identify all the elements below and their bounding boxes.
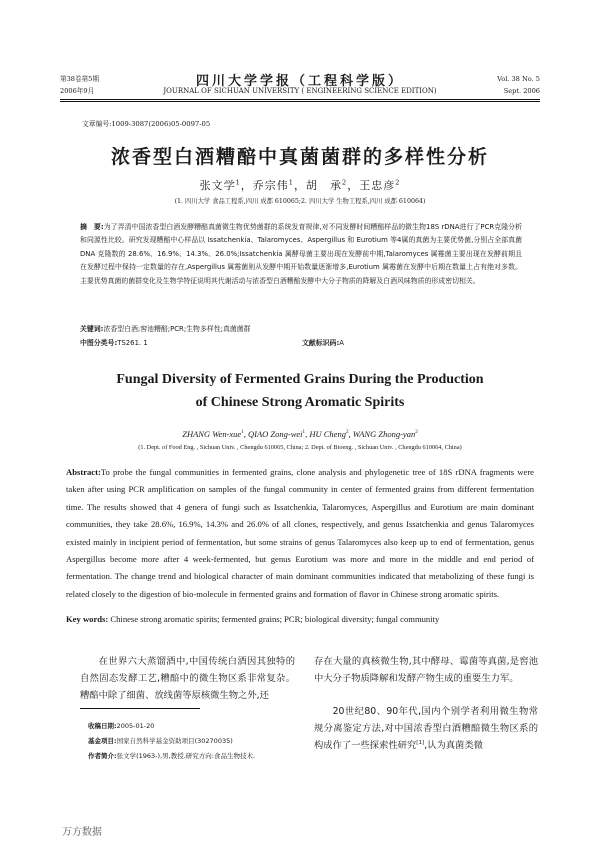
- abstract-cn: [80, 221, 522, 288]
- doc-code-cn: 文献标识码:A: [302, 339, 344, 347]
- citation-ref: [1]: [416, 740, 425, 747]
- body-left-paragraph: 在世界六大蒸馏酒中,中国传统白酒因其独特的自然固态发酵工艺,糟醅中的微生物区系非常复杂。糟醅中除了细菌、放线菌等原核微生物之外,还: [80, 656, 295, 702]
- authors-en: ZHANG Wen-xue$^1$, QIAO Zong-wei$^1$, HU Cheng$^2$, WANG Zhong-yan$^2$: [182, 429, 418, 439]
- clc-cn: 中图分类号:TS261. 1: [80, 339, 148, 347]
- article-id: 文章编号:1009-3087(2006)05-0097-05: [82, 120, 211, 128]
- keywords-cn: 关键词:浓香型白酒;窖池糟醅;PCR;生物多样性;真菌菌群: [80, 325, 251, 333]
- footnote-funding: 基金项目:国家自然科学基金资助项目(30270035): [88, 737, 233, 745]
- journal-title-en: JOURNAL OF SICHUAN UNIVERSITY ( ENGINEERING SCIENCE EDITION): [163, 87, 437, 95]
- abstract-cn-text: 为了弄清中国浓香型白酒发酵糟醅真菌微生物优势菌群的系统发育规律,对不同发酵时间糟醅样品的微生物18S rDNA进行了PCR克隆分析和同源性比较。研究发现糟醅中心样品以 Issatchenkia、Talaromyces、Aspergillus 和 Eurotium 等4属的真菌为主要优势菌,分别占全部真菌 DNA 克隆数的 28.6%、16.9%、14.3%、26.0%;Issatchenkia 属酵母菌主要出现在发酵前中期,Talaromyces 属霉菌主要出现在发酵前期且在发酵过程中保持一定数量的存在,Aspergillus 属霉菌则从发酵中期开始数量逐渐增多,Eurotium 属霉菌在发酵中后期在数量上占有绝对多数。主要优势真菌的菌群变化及生物学特征说明其代谢活动与浓香型白酒糟醅发酵中大分子物质的降解及白酒风味物质的形成密切相关。: [80, 223, 522, 285]
- abstract-cn-label: 摘 要:: [80, 223, 104, 231]
- affiliation-cn: (1. 四川大学 食品工程系,四川 成都 610065;2. 四川大学 生物工程系,四川 成都 610064): [174, 198, 426, 205]
- body-right-paragraph-1: 存在大量的真核微生物,其中酵母、霉菌等真菌,是窖池中大分子物质降解和发酵产物生成的重要生力军。: [314, 656, 538, 685]
- author-cn: 王忠彦: [359, 179, 396, 192]
- author-cn: 胡 承: [306, 179, 342, 192]
- abstract-en: [66, 464, 534, 603]
- affiliation-en: (1. Dept. of Food Eng. , Sichuan Univ. , Chengdu 610065, China; 2. Dept. of Bioeng. , Sichuan Univ. , Chengdu 610064, China): [138, 444, 462, 451]
- watermark: 万方数据: [62, 827, 102, 838]
- keywords-en: Key words: Chinese strong aromatic spirits; fermented grains; PCR; biological diversity; fungal community: [66, 614, 440, 624]
- title-en-line-2: of Chinese Strong Aromatic Spirits: [195, 395, 405, 410]
- authors-cn: 张文学$^1$，乔宗伟$^1$，胡 承$^2$，王忠彦$^2$: [199, 178, 401, 192]
- date-en: Sept. 2006: [503, 87, 540, 95]
- date-cn: 2006年9月: [60, 87, 95, 95]
- header-rule-top: [60, 99, 540, 100]
- author-cn: 张文学: [199, 179, 236, 192]
- footnote-rule: [80, 708, 200, 709]
- header-rule-bottom: [60, 101, 540, 102]
- volume-cn: 第38卷第5期: [60, 75, 99, 83]
- journal-title-cn: 四川大学学报（工程科学版）: [195, 74, 404, 89]
- abstract-en-text: To probe the fungal communities in fermented grains, clone analysis and phylogenetic tree of 18S rDNA fragments were taken after using PCR amplification on samples of the fungal community in center of fermented grains from different fermentation time. The results showed that 4 genera of fungi such as Issatchenkia, Talaromyces, Aspergillus and Eurotium are main dominant communities, they take 28.6%, 16.9%, 14.3% and 26.0% of all clones, respectively, and genus Issatchenkia and genus Talaromyces existed mainly in incipient period of fermentation, but some strains of genus Talaromyces also keep up to end of fermentation, genus Aspergillus become more after 4 week-fermented, but genus Eurotium was more and more in the middle and end period of fermentation. The change trend and biological character of main dominant communities indicated that metabolizing of these fungi is related closely to the digestion of bio-molecule in fermented grains and formation of flavor in Chinese strong aromatic spirits.: [66, 467, 534, 599]
- footnote-received: 收稿日期:2005-01-20: [88, 722, 155, 730]
- abstract-en-label: Abstract:: [66, 467, 101, 477]
- body-right-paragraph-2: 20世纪80、90年代,国内个别学者利用微生物常规分离鉴定方法,对中国浓香型白酒糟醅微生物区系的构成作了一些探索性研究[1],认为真菌类微: [314, 706, 538, 752]
- author-cn: 乔宗伟: [252, 179, 289, 192]
- title-en-line-1: Fungal Diversity of Fermented Grains During the Production: [116, 372, 484, 387]
- title-cn: 浓香型白酒糟醅中真菌菌群的多样性分析: [110, 146, 489, 168]
- volume-en: Vol. 38 No. 5: [497, 75, 540, 83]
- footnote-author-bio: 作者简介:张文学(1963-),男,教授.研究方向:食品生物技术.: [88, 752, 256, 760]
